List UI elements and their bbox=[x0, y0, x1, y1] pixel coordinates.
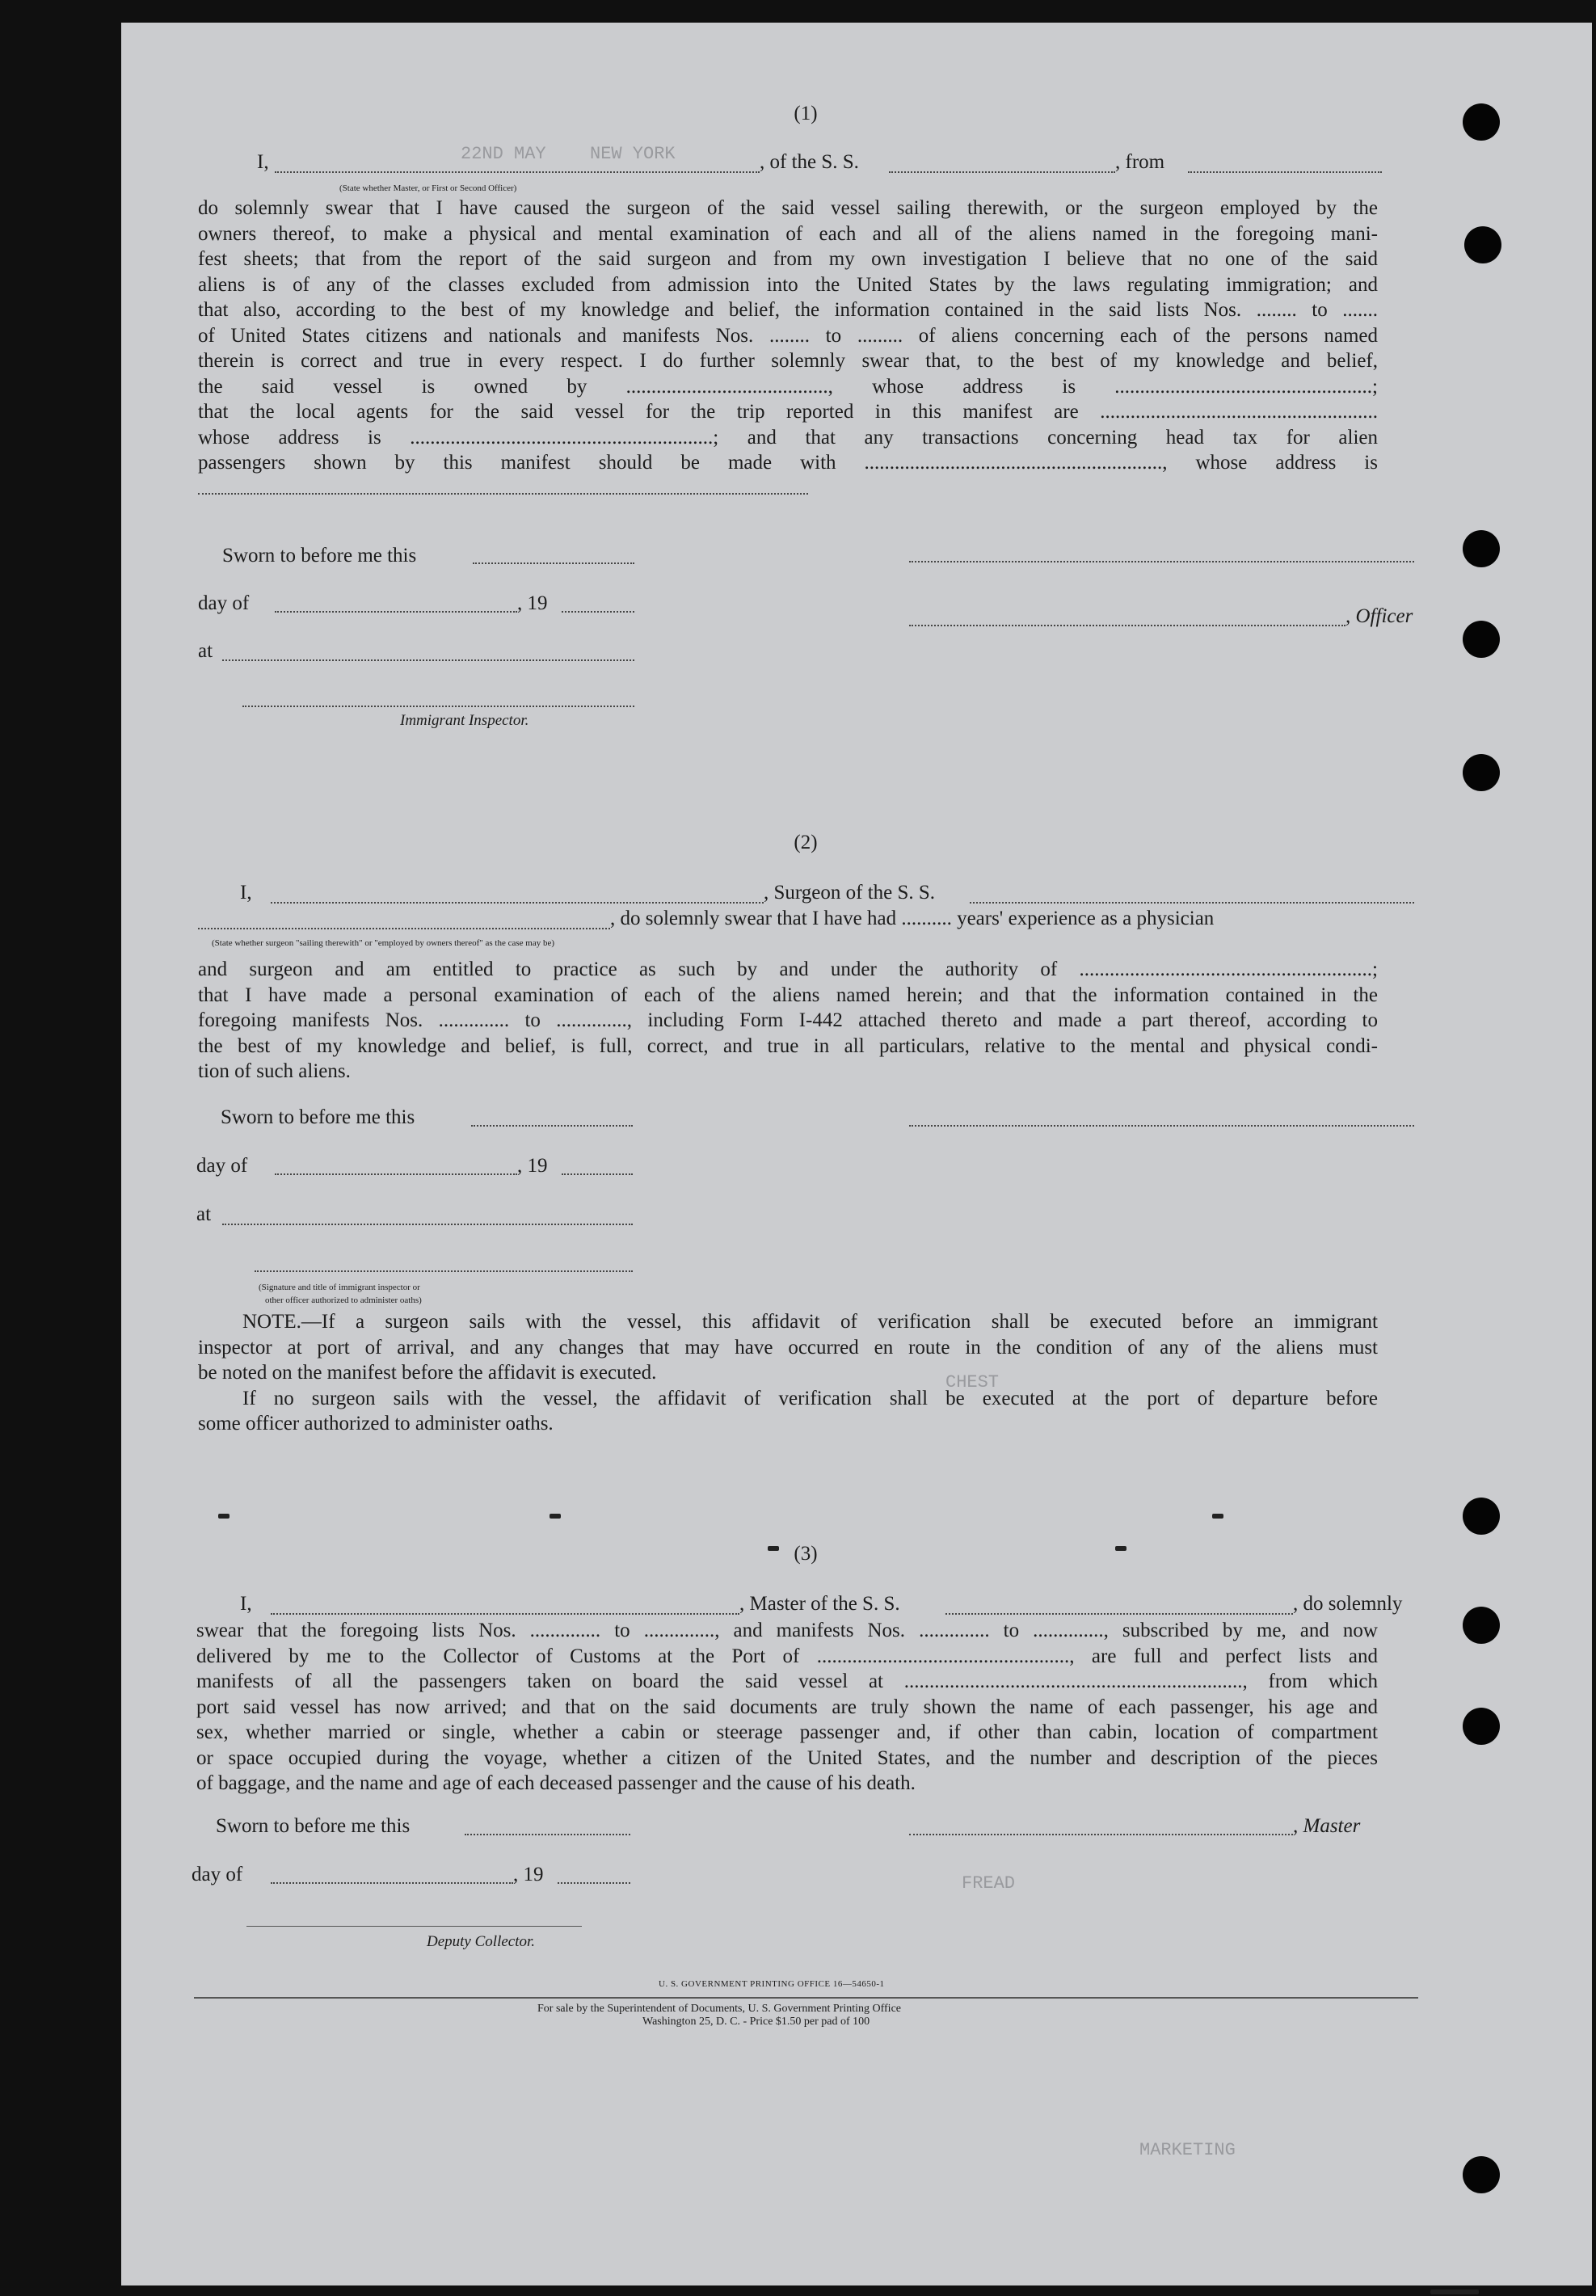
bleed-through-text: 22ND MAY bbox=[461, 144, 546, 164]
sale-notice-line-2: Washington 25, D. C. - Price $1.50 per pad of 100 bbox=[642, 2016, 870, 2028]
oath-line: or space occupied during the voyage, whether a citizen of the United States, and the number and description of the pieces bbox=[196, 1746, 1378, 1769]
surgeon-status-field[interactable] bbox=[198, 928, 610, 929]
surgeon-name-field[interactable] bbox=[271, 902, 764, 904]
master-signature-field[interactable] bbox=[909, 1834, 1293, 1835]
punch-hole bbox=[1463, 754, 1500, 791]
year-label: , 19 bbox=[517, 592, 548, 614]
punch-hole bbox=[1463, 103, 1500, 141]
note-line: NOTE.—If a surgeon sails with the vessel, this affidavit of verification shall be executed before an immigrant bbox=[242, 1311, 1378, 1333]
ink-speck bbox=[1430, 2290, 1479, 2294]
oath-line: aliens is of any of the classes excluded from admission into the United States by the laws regulating immigration; and bbox=[198, 273, 1378, 296]
oath-line: whose address is ............................................................; and that any transactions concerning head tax for alien bbox=[198, 426, 1378, 449]
oath-line: delivered by me to the Collector of Customs at the Port of .................................................., are full and perfect lists and bbox=[196, 1645, 1378, 1667]
section-3-i-label: I, bbox=[240, 1593, 252, 1615]
year-label: , 19 bbox=[513, 1864, 544, 1885]
deputy-signature-field[interactable] bbox=[246, 1926, 582, 1927]
note-text bbox=[198, 1309, 1378, 1437]
section-3-oath-text bbox=[196, 1618, 1378, 1797]
oath-line: of baggage, and the name and age of each deceased passenger and the cause of his death. bbox=[196, 1772, 916, 1794]
at-label: at bbox=[198, 640, 213, 662]
year-field[interactable] bbox=[562, 611, 634, 613]
from-label: , from bbox=[1115, 151, 1165, 173]
master-of-label: , Master of the S. S. bbox=[739, 1593, 900, 1615]
oath-line: the said vessel is owned by ........................................, whose address is ...................................................; bbox=[198, 375, 1378, 398]
oath-line: sex, whether married or single, whether a cabin or steerage passenger and, if other than cabin, location of compartment bbox=[196, 1721, 1378, 1743]
punch-hole bbox=[1463, 1708, 1500, 1745]
oath-line: manifests of all the passengers taken on board the said vessel at ..................................................................., from which bbox=[196, 1670, 1378, 1692]
master-ship-field[interactable] bbox=[945, 1613, 1293, 1615]
ink-speck bbox=[218, 1514, 230, 1519]
oath-line: that I have made a personal examination of each of the aliens named herein; and that the information contained in the bbox=[198, 984, 1378, 1006]
bleed-through-text: CHEST bbox=[945, 1372, 1000, 1392]
surgeon-signature-field[interactable] bbox=[909, 1125, 1414, 1127]
note-line: If no surgeon sails with the vessel, the affidavit of verification shall be executed at the port of departure before bbox=[242, 1387, 1378, 1409]
oath-line: of United States citizens and nationals and manifests Nos. ........ to ......... of aliens concerning each of the persons named bbox=[198, 324, 1378, 347]
surgeon-of-label: , Surgeon of the S. S. bbox=[764, 882, 936, 904]
year-label: , 19 bbox=[517, 1155, 548, 1177]
year-field[interactable] bbox=[558, 1882, 630, 1884]
ink-speck bbox=[1212, 1514, 1223, 1519]
day-of-field[interactable] bbox=[271, 1882, 513, 1884]
of-ss-label: , of the S. S. bbox=[760, 151, 859, 173]
master-label: , Master bbox=[1293, 1815, 1361, 1837]
note-line: be noted on the manifest before the affidavit is executed. bbox=[198, 1362, 657, 1384]
punch-hole bbox=[1463, 621, 1500, 658]
officer-signature-field[interactable] bbox=[909, 625, 1345, 626]
note-line: some officer authorized to administer oaths. bbox=[198, 1413, 554, 1434]
punch-hole bbox=[1463, 530, 1500, 567]
sworn-label: Sworn to before me this bbox=[216, 1815, 411, 1837]
signature-note-2: other officer authorized to administer oaths) bbox=[265, 1295, 422, 1305]
departure-port-field[interactable] bbox=[1188, 171, 1382, 173]
officer-note: (State whether Master, or First or Second Officer) bbox=[339, 183, 517, 193]
section-2-number: (2) bbox=[794, 832, 818, 853]
surgeon-swear-line: , do solemnly swear that I have had .......... years' experience as a physician bbox=[610, 908, 1215, 929]
bleed-through-text: MARKETING bbox=[1139, 2140, 1236, 2160]
year-field[interactable] bbox=[562, 1173, 633, 1175]
sworn-date-field[interactable] bbox=[473, 562, 634, 564]
officer-name-field[interactable] bbox=[275, 171, 760, 173]
punch-hole bbox=[1463, 1498, 1500, 1535]
oath-line: that the local agents for the said vessel for the trip reported in this manifest are ....................................................... bbox=[198, 401, 1378, 423]
section-1-i-label: I, bbox=[257, 151, 269, 173]
at-place-field[interactable] bbox=[222, 659, 634, 661]
ink-speck bbox=[550, 1514, 561, 1519]
oath-line: do solemnly swear that I have caused the surgeon of the said vessel sailing therewith, or the surgeon employed by the bbox=[198, 197, 1378, 219]
oath-line: foregoing manifests Nos. .............. to .............., including Form I-442 attached thereto and made a part thereof, according to bbox=[198, 1009, 1378, 1031]
section-2-oath-text bbox=[198, 957, 1378, 1085]
officer-signature-line-1[interactable] bbox=[909, 561, 1414, 562]
address-continuation-field[interactable] bbox=[198, 493, 808, 495]
sworn-date-field[interactable] bbox=[465, 1834, 630, 1835]
oath-line: owners thereof, to make a physical and mental examination of each and all of the aliens named in the foregoing mani- bbox=[198, 222, 1378, 245]
oath-line: and surgeon and am entitled to practice as such by and under the authority of ..........................................................; bbox=[198, 958, 1378, 980]
section-1-oath-text bbox=[198, 196, 1378, 476]
inspector-signature-field[interactable] bbox=[255, 1270, 633, 1272]
day-of-label: day of bbox=[198, 592, 250, 614]
day-of-field[interactable] bbox=[275, 1173, 517, 1175]
oath-line: fest sheets; that from the report of the said surgeon and from my own investigation I believe that no one of the said bbox=[198, 248, 1378, 270]
sworn-date-field[interactable] bbox=[471, 1125, 633, 1127]
section-1-number: (1) bbox=[794, 103, 818, 124]
surgeon-ship-field[interactable] bbox=[970, 902, 1414, 904]
section-2-i-label: I, bbox=[240, 882, 252, 904]
footer-rule bbox=[194, 1997, 1418, 1999]
at-place-field[interactable] bbox=[222, 1224, 633, 1225]
ink-speck bbox=[1115, 1546, 1126, 1551]
oath-line: tion of such aliens. bbox=[198, 1060, 351, 1082]
bleed-through-text: NEW YORK bbox=[590, 144, 676, 164]
punch-hole bbox=[1463, 1607, 1500, 1644]
day-of-field[interactable] bbox=[275, 611, 517, 613]
day-of-label: day of bbox=[196, 1155, 248, 1177]
at-label: at bbox=[196, 1203, 212, 1225]
oath-line: swear that the foregoing lists Nos. .............. to .............., and manifests Nos. .............. to .............., subscribed by me, and now bbox=[196, 1620, 1378, 1641]
punch-hole bbox=[1464, 226, 1501, 263]
oath-line: that also, according to the best of my knowledge and belief, the information contained in the said lists Nos. ........ to ....... bbox=[198, 299, 1378, 321]
punch-hole bbox=[1463, 2156, 1500, 2193]
signature-note-1: (Signature and title of immigrant inspector or bbox=[259, 1283, 420, 1292]
do-solemnly-label: , do solemnly bbox=[1293, 1593, 1403, 1615]
day-of-label: day of bbox=[192, 1864, 243, 1885]
oath-line: passengers shown by this manifest should be made with ..........................................................., whose address is bbox=[198, 452, 1378, 474]
master-name-field[interactable] bbox=[271, 1613, 739, 1615]
ship-name-field[interactable] bbox=[889, 171, 1115, 173]
sworn-label: Sworn to before me this bbox=[222, 545, 417, 567]
oath-line: therein is correct and true in every respect. I do further solemnly swear that, to the best of my knowledge and belief, bbox=[198, 350, 1378, 372]
immigrant-inspector-label: Immigrant Inspector. bbox=[400, 712, 529, 729]
deputy-collector-label: Deputy Collector. bbox=[427, 1933, 536, 1950]
oath-line: the best of my knowledge and belief, is full, correct, and true in all particulars, relative to the mental and physical condi- bbox=[198, 1034, 1378, 1057]
surgeon-note: (State whether surgeon "sailing therewith" or "employed by owners thereof" as the case may be) bbox=[212, 938, 555, 948]
bleed-through-text: FREAD bbox=[962, 1873, 1016, 1894]
officer-label: , Officer bbox=[1345, 605, 1413, 627]
inspector-signature-field[interactable] bbox=[242, 706, 634, 707]
note-line: inspector at port of arrival, and any changes that may have occurred en route in the condition of any of the aliens must bbox=[198, 1336, 1378, 1359]
sworn-label: Sworn to before me this bbox=[221, 1106, 415, 1128]
form-sheet bbox=[121, 23, 1592, 2285]
oath-line: port said vessel has now arrived; and that on the said documents are truly shown the name of each passenger, his age and bbox=[196, 1696, 1378, 1718]
section-3-number: (3) bbox=[794, 1543, 818, 1565]
gpo-imprint: U. S. GOVERNMENT PRINTING OFFICE 16—54650-1 bbox=[659, 1979, 885, 1989]
sale-notice-line-1: For sale by the Superintendent of Documents, U. S. Government Printing Office bbox=[537, 2003, 901, 2015]
